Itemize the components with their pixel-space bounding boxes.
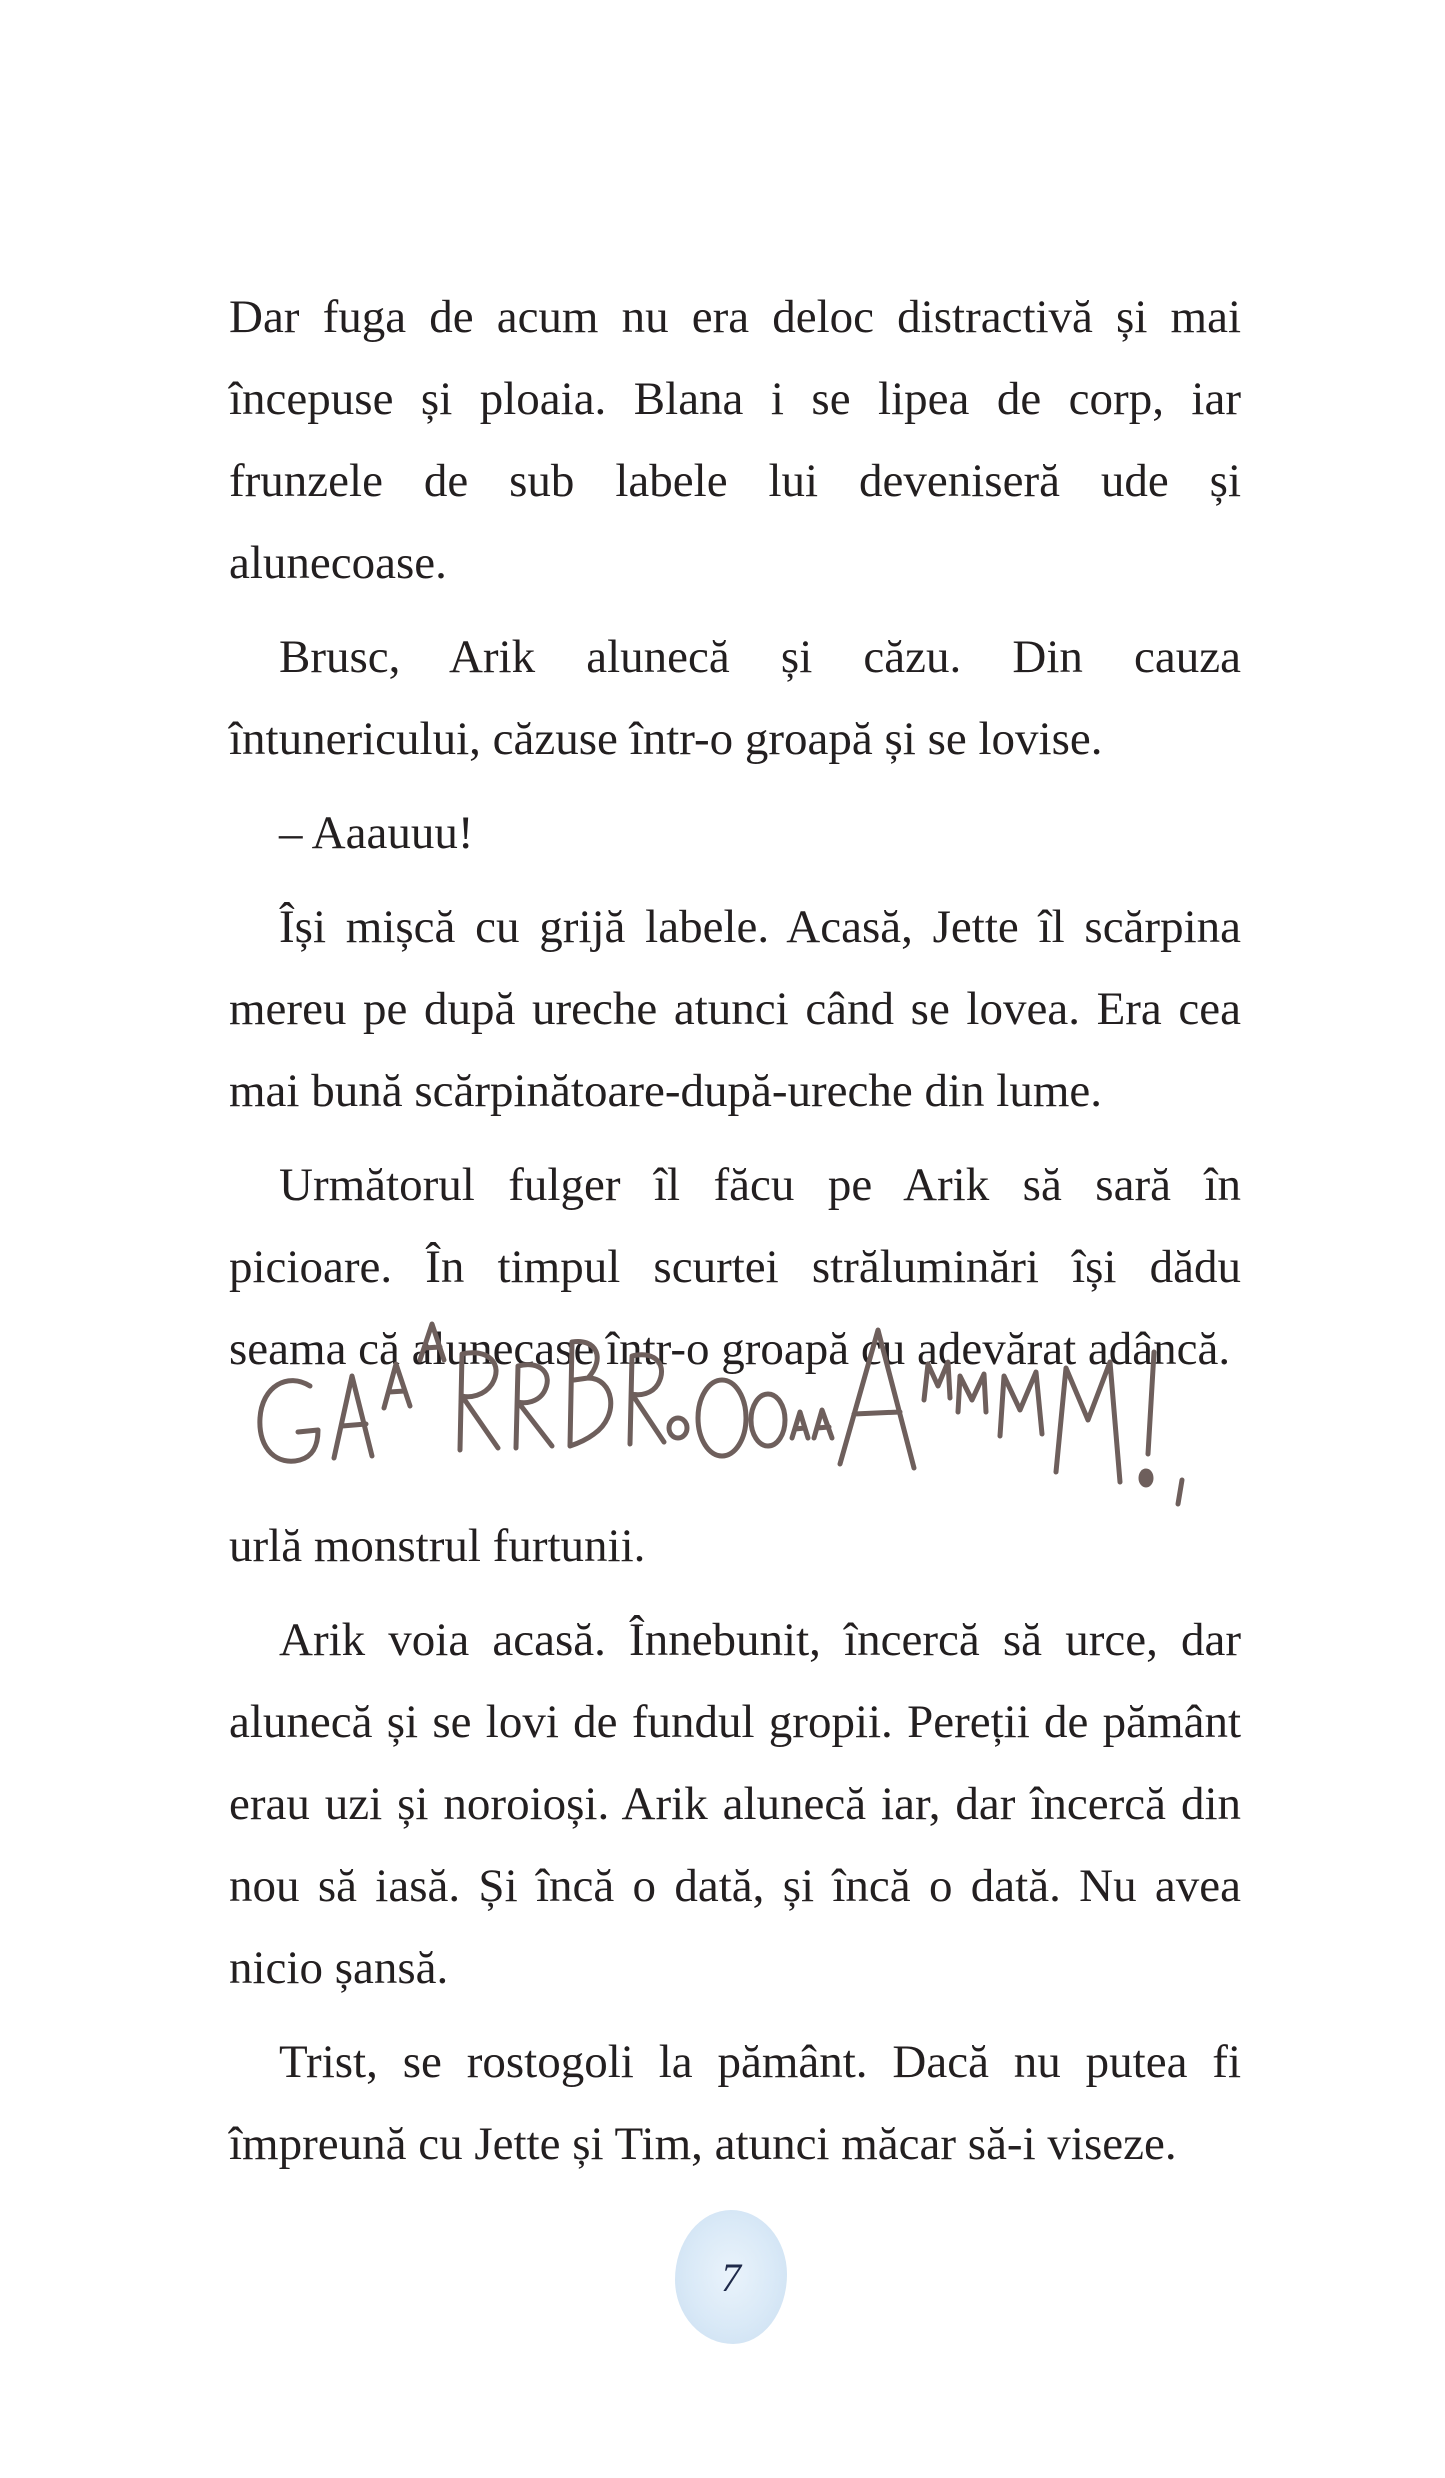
- paragraph-4: Își mișcă cu grijă labele. Acasă, Jette îl scărpina mereu pe după ureche atunci când se lovea. Era cea mai bună scărpinătoare-după-ureche din lume.: [229, 901, 1241, 1117]
- paragraph-6: urlă monstrul furtunii.: [229, 1520, 646, 1572]
- paragraph-3: – Aaauuu!: [279, 807, 474, 859]
- paragraph-1: Dar fuga de acum nu era deloc distractivă și mai începuse și ploaia. Blana i se lipea de corp, iar frunzele de sub labele lui deveniseră ude și alunecoase.: [229, 291, 1241, 589]
- page-number-bubble: [675, 2210, 787, 2344]
- sound-effect-lettering: [248, 1268, 1248, 1528]
- sound-effect-illustration: [248, 1268, 1248, 1528]
- paragraph-7: Arik voia acasă. Înnebunit, încercă să urce, dar alunecă și se lovi de fundul gropii. Pereții de pământ erau uzi și noroioși. Arik alunecă iar, dar încercă din nou să iasă. Și încă o dată, și încă o dată. Nu avea nicio șansă.: [229, 1614, 1241, 1994]
- text-block-bottom: [229, 1505, 1241, 2185]
- paragraph-5: Următorul fulger îl făcu pe Arik să sară în picioare. În timpul scurtei străluminări își dădu seama că alunecase într-o groapă cu adevărat adâncă.: [229, 1159, 1241, 1375]
- page-number: 7: [721, 2254, 741, 2300]
- paragraph-8: Trist, se rostogoli la pământ. Dacă nu putea fi împreună cu Jette și Tim, atunci măcar să-i viseze.: [229, 2036, 1241, 2170]
- paragraph-2: Brusc, Arik alunecă și căzu. Din cauza întunericului, căzuse într-o groapă și se lovise.: [229, 631, 1241, 765]
- text-block-top: [229, 276, 1241, 1390]
